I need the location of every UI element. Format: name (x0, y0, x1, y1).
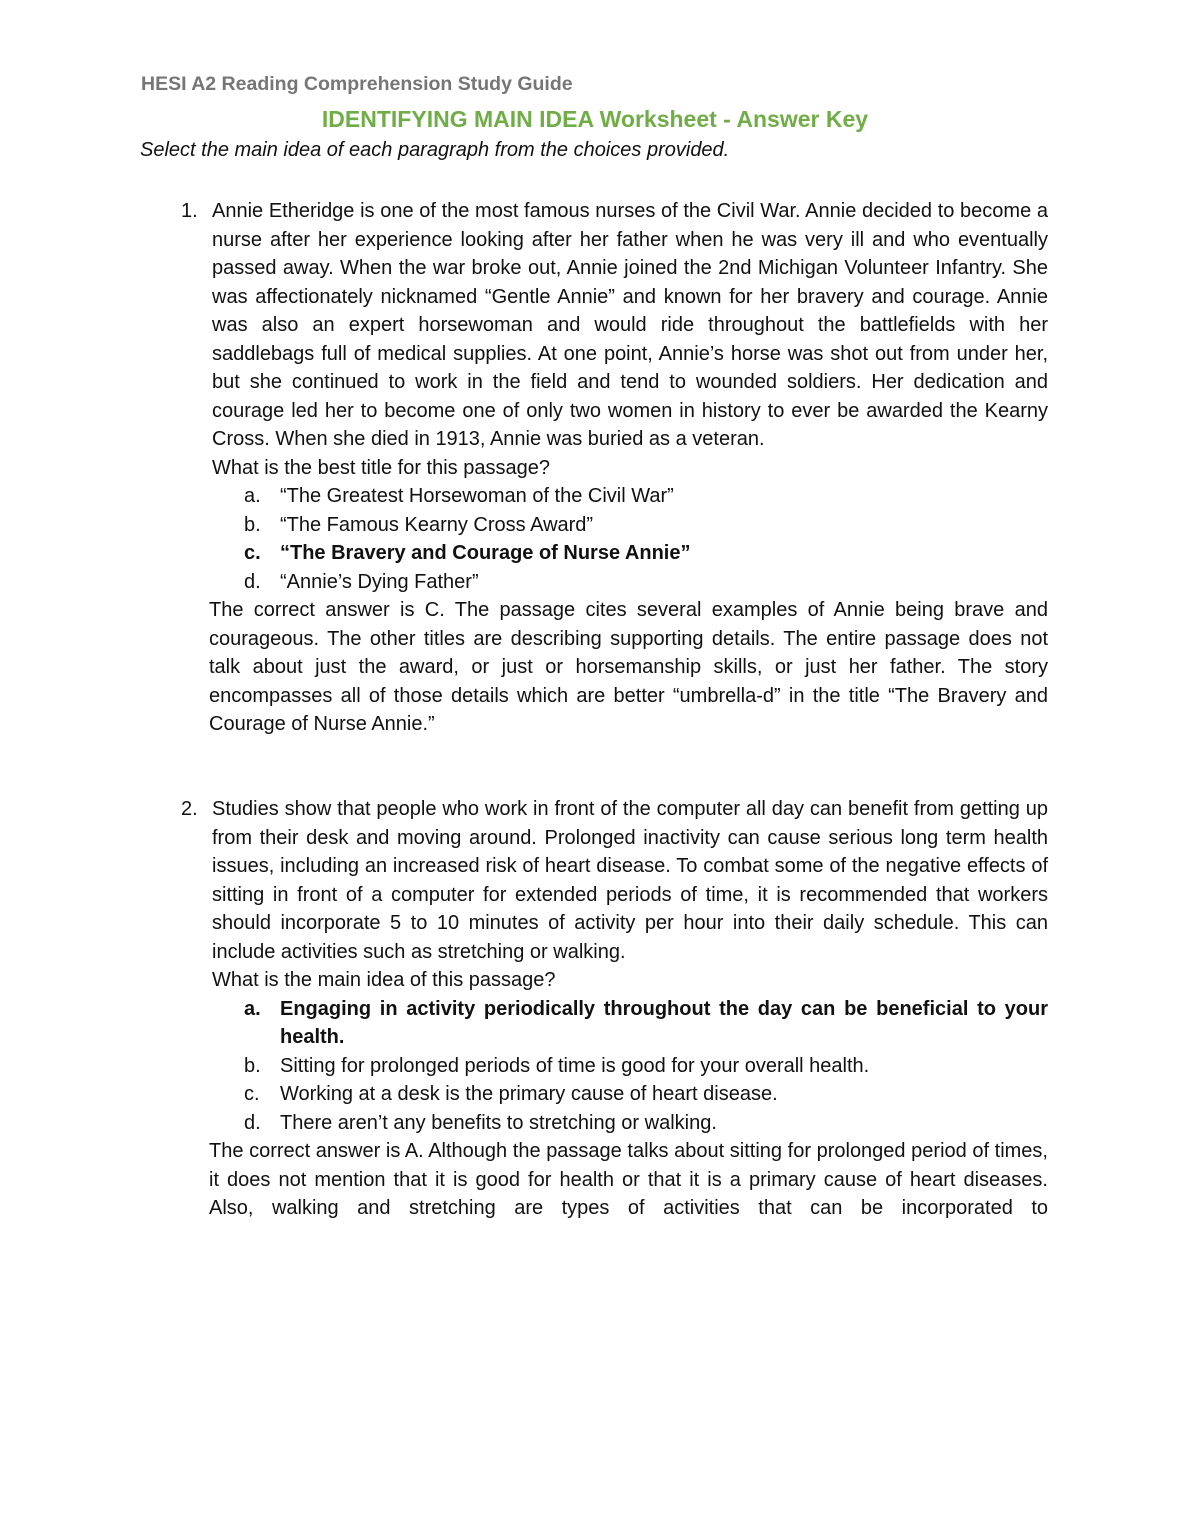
option-a-correct (244, 995, 1048, 1052)
question-1 (181, 197, 1048, 739)
option-b (244, 511, 1048, 540)
instructions: Select the main idea of each paragraph from the choices provided. (140, 139, 730, 161)
option-text: “The Famous Kearny Cross Award” (280, 513, 594, 536)
option-text: Working at a desk is the primary cause of heart disease. (280, 1083, 778, 1105)
question-number: 1. (181, 200, 198, 222)
option-letter: c. (244, 1083, 260, 1105)
option-text: “Annie’s Dying Father” (280, 570, 479, 593)
option-text: Engaging in activity periodically throughout the day can be beneficial to your health. (280, 997, 1048, 1048)
option-letter: a. (244, 997, 261, 1020)
option-d (244, 1109, 1048, 1138)
answer-options (244, 995, 1048, 1138)
passage: Studies show that people who work in front of the computer all day can benefit from getting up from their desk and moving around. Prolonged inactivity can cause serious long term health issues, including an increased risk of heart disease. To combat some of the negative effects of sitting in front of a computer for extended periods of time, it is recommended that workers should incorporate 5 to 10 minutes of activity per hour into their daily schedule. This can include activities such as stretching or walking. (212, 798, 1048, 963)
answer-options (244, 482, 1048, 596)
option-letter: c. (244, 542, 261, 564)
option-c (244, 1080, 1048, 1109)
option-text: There aren’t any benefits to stretching or walking. (280, 1111, 717, 1134)
option-b (244, 1052, 1048, 1081)
option-letter: a. (244, 485, 261, 507)
option-letter: b. (244, 1054, 261, 1077)
passage: Annie Etheridge is one of the most famous nurses of the Civil War. Annie decided to become a nurse after her experience looking after her father when he was very ill and who eventually passed away. When the war broke out, Annie joined the 2nd Michigan Volunteer Infantry. She was affectionately nicknamed “Gentle Annie” and known for her bravery and courage. Annie was also an expert horsewoman and would ride throughout the battlefields with her saddlebags full of medical supplies. At one point, Annie’s horse was shot out from under her, but she continued to work in the field and tend to wounded soldiers. Her dedication and courage led her to become one of only two women in history to ever be awarded the Kearny Cross. When she died in 1913, Annie was buried as a veteran. (212, 200, 1048, 450)
worksheet-title: IDENTIFYING MAIN IDEA Worksheet - Answer Key (321, 106, 869, 132)
option-a (244, 482, 1048, 511)
question-prompt: What is the main idea of this passage? (212, 969, 556, 991)
guide-title: HESI A2 Reading Comprehension Study Guide (141, 73, 573, 95)
answer-explanation: The correct answer is A. Although the passage talks about sitting for prolonged period of times, it does not mention that it is good for health or that it is a primary cause of heart diseases. Also, walking and stretching are types of activities that can be incorporated to (209, 1140, 1048, 1219)
option-letter: b. (244, 513, 261, 536)
option-text: “The Bravery and Courage of Nurse Annie” (280, 542, 691, 564)
question-number: 2. (181, 798, 198, 820)
option-letter: d. (244, 1111, 261, 1134)
option-text: “The Greatest Horsewoman of the Civil War” (280, 485, 674, 507)
option-letter: d. (244, 570, 261, 593)
question-prompt: What is the best title for this passage? (212, 456, 550, 479)
answer-explanation: The correct answer is C. The passage cites several examples of Annie being brave and courageous. The other titles are describing supporting details. The entire passage does not talk about just the award, or just or horsemanship skills, or just her father. The story encompasses all of those details which are better “umbrella-d” in the title “The Bravery and Courage of Nurse Annie.” (209, 599, 1048, 735)
option-text: Sitting for prolonged periods of time is good for your overall health. (280, 1054, 870, 1077)
option-d (244, 568, 1048, 597)
option-c-correct (244, 539, 1048, 568)
question-2 (181, 795, 1048, 1223)
